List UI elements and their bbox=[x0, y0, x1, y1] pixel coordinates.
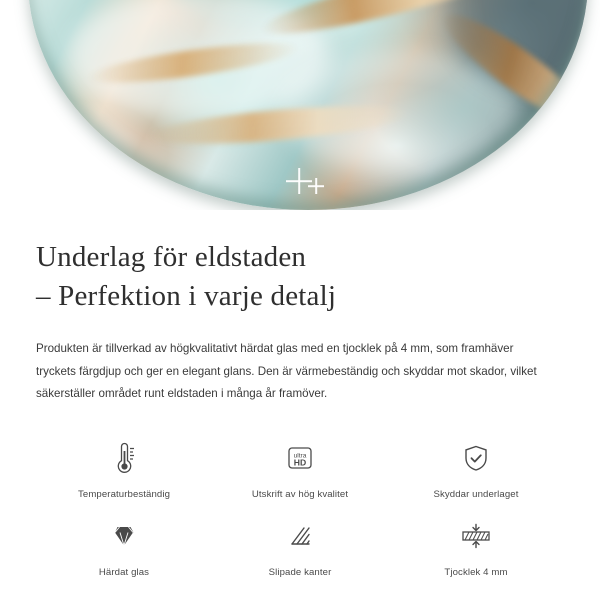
feature-item bbox=[36, 436, 212, 500]
feature-label: Utskrift av hög kvalitet bbox=[251, 489, 349, 501]
feature-label: Slipade kanter bbox=[268, 567, 332, 579]
feature-item bbox=[212, 436, 388, 500]
svg-text:ultra: ultra bbox=[293, 452, 307, 460]
feature-item bbox=[36, 514, 212, 578]
feature-item bbox=[388, 514, 564, 578]
thermometer-icon bbox=[104, 436, 144, 480]
description-paragraph: Produkten är tillverkad av högkvalitativt härdat glas med en tjocklek på 4 mm, som framhäver tryckets färgdjup och ger en elegant glans. Den är värmebeständig och skyddar mot skador, vilket säkerställer området runt eldstaden i många år framöver. bbox=[36, 342, 537, 401]
polished-edges-icon bbox=[280, 514, 320, 558]
page-title bbox=[36, 238, 564, 316]
feature-item bbox=[212, 514, 388, 578]
feature-label: Skyddar underlaget bbox=[433, 489, 519, 501]
hero-image bbox=[0, 0, 600, 210]
thickness-icon bbox=[454, 514, 498, 558]
shield-check-icon bbox=[456, 436, 496, 480]
feature-item bbox=[388, 436, 564, 500]
feature-label: Tjocklek 4 mm bbox=[444, 567, 508, 579]
ultra-hd-icon bbox=[280, 436, 320, 480]
feature-label: Härdat glas bbox=[98, 567, 150, 579]
diamond-icon bbox=[104, 514, 144, 558]
page-title-line-2: – Perfektion i varje detalj bbox=[36, 280, 337, 313]
feature-grid bbox=[36, 436, 564, 578]
svg-text:HD: HD bbox=[293, 457, 307, 468]
page-title-line-1: Underlag för eldstaden bbox=[36, 241, 307, 273]
content-area bbox=[0, 238, 600, 578]
marble-glass-disc-image bbox=[28, 0, 588, 210]
feature-label: Temperaturbeständig bbox=[77, 489, 171, 501]
